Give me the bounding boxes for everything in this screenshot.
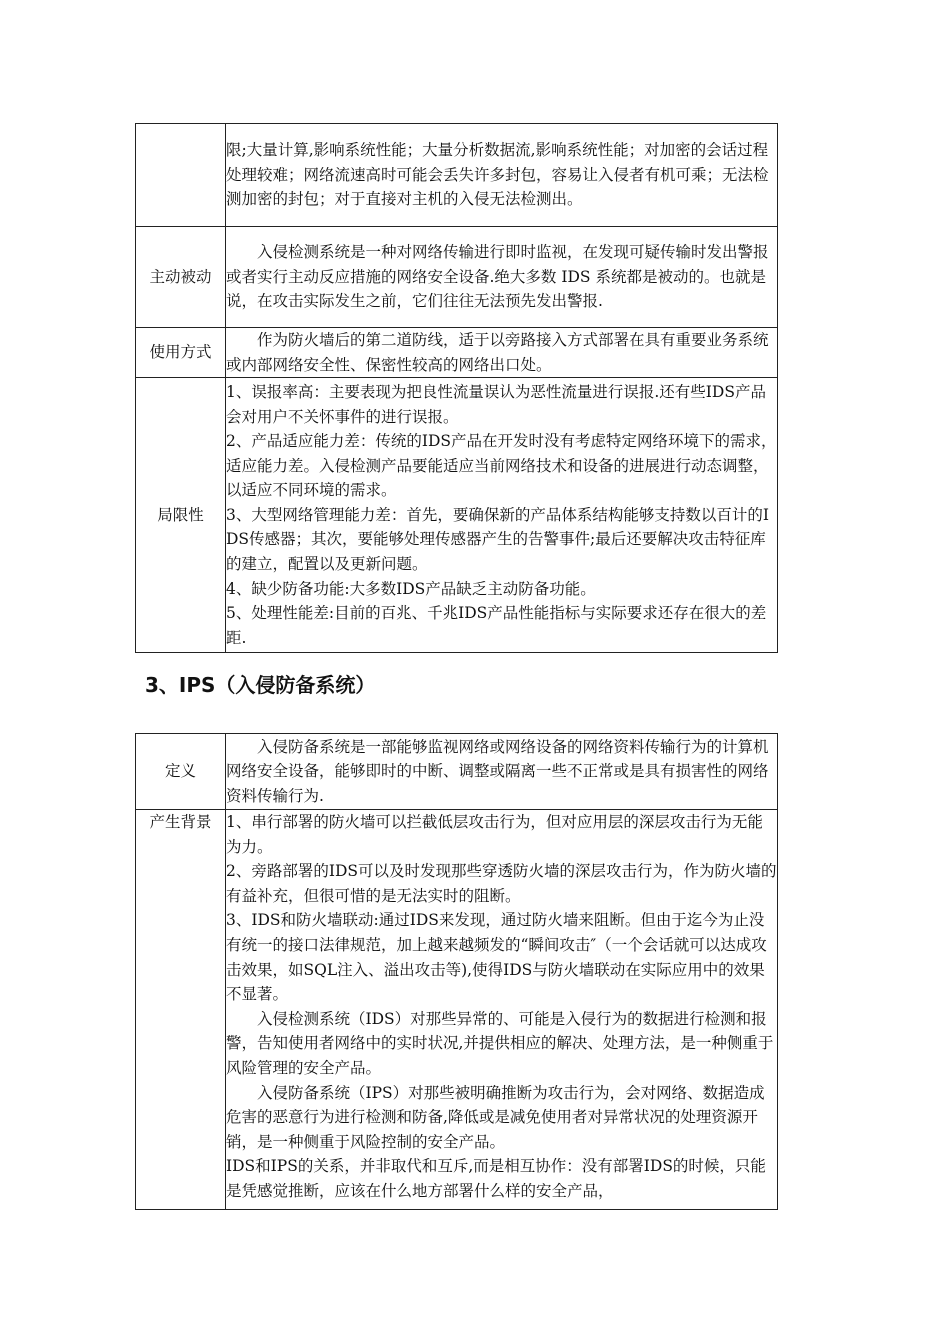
table-row (136, 810, 778, 1210)
table-row (136, 227, 778, 328)
table-row (136, 328, 778, 378)
paragraph: 入侵检测系统（IDS）对那些异常的、可能是入侵行为的数据进行检测和报警，告知使用者网络中的实时状况,并提供相应的解决、处理方法，是一种侧重于风险管理的安全产品。 (226, 1009, 774, 1077)
paragraph: 入侵检测系统是一种对网络传输进行即时监视，在发现可疑传输时发出警报或者实行主动反应措施的网络安全设备.绝大多数 IDS 系统都是被动的。也就是说，在攻击实际发生之前，它们往往无法预先发出警报. (226, 243, 769, 311)
paragraph: 入侵防备系统（IPS）对那些被明确推断为攻击行为，会对网络、数据造成危害的恶意行为进行检测和防备,降低或是减免使用者对异常状况的处理资源开销，是一种侧重于风险控制的安全产品。 (226, 1083, 765, 1151)
paragraph: 限;大量计算,影响系统性能；大量分析数据流,影响系统性能；对加密的会话过程处理较难；网络流速高时可能会丢失许多封包，容易让入侵者有机可乘；无法检测加密的封包；对于直接对主机的入侵无法检测出。 (226, 141, 769, 209)
row-content (226, 328, 778, 378)
paragraph: 4、缺少防备功能:大多数IDS产品缺乏主动防备功能。 (226, 579, 596, 598)
row-content (226, 227, 778, 328)
paragraph: IDS和IPS的关系，并非取代和互斥,而是相互协作：没有部署IDS的时候，只能是凭感觉推断，应该在什么地方部署什么样的安全产品， (226, 1157, 766, 1200)
paragraph: 1、误报率高：主要表现为把良性流量误认为恶性流量进行误报.还有些IDS产品会对用户不关怀事件的进行误报。 (226, 382, 766, 426)
row-label (136, 124, 226, 227)
row-content (226, 734, 778, 810)
paragraph: 1、串行部署的防火墙可以拦截低层攻击行为，但对应用层的深层攻击行为无能为力。 (226, 813, 763, 856)
paragraph: 2、旁路部署的IDS可以及时发现那些穿透防火墙的深层攻击行为，作为防火墙的有益补充，但很可惜的是无法实时的阻断。 (226, 862, 777, 905)
row-label: 局限性 (136, 378, 226, 653)
row-label: 产生背景 (136, 810, 226, 1210)
paragraph: 3、IDS和防火墙联动:通过IDS来发现，通过防火墙来阻断。但由于迄今为止没有统一的接口法律规范，加上越来越频发的“瞬间攻击″（一个会话就可以达成攻击效果，如SQL注入、溢出攻击等),使得IDS与防火墙联动在实际应用中的效果不显著。 (226, 911, 767, 1004)
section-heading: 3、IPS（入侵防备系统） (145, 673, 376, 697)
paragraph: 5、处理性能差:目前的百兆、千兆IDS产品性能指标与实际要求还存在很大的差距. (226, 604, 767, 647)
table-row (136, 378, 778, 653)
ips-table (135, 733, 778, 1210)
row-content (226, 124, 778, 227)
table-row (136, 734, 778, 810)
table-row (136, 124, 778, 227)
paragraph: 作为防火墙后的第二道防线，适于以旁路接入方式部署在具有重要业务系统或内部网络安全性、保密性较高的网络出口处。 (226, 331, 769, 374)
paragraph: 2、产品适应能力差：传统的IDS产品在开发时没有考虑特定网络环境下的需求，适应能力差。入侵检测产品要能适应当前网络技术和设备的进展进行动态调整，以适应不同环境的需求。 (226, 432, 777, 500)
row-label: 使用方式 (136, 328, 226, 378)
paragraph: 3、大型网络管理能力差：首先，要确保新的产品体系结构能够支持数以百计的IDS传感器；其次，要能够处理传感器产生的告警事件;最后还要解决攻击特征库的建立，配置以及更新问题。 (226, 505, 769, 574)
row-content (226, 810, 778, 1210)
ids-table (135, 123, 778, 653)
row-label: 主动被动 (136, 227, 226, 328)
row-content (226, 378, 778, 653)
paragraph: 入侵防备系统是一部能够监视网络或网络设备的网络资料传输行为的计算机网络安全设备，能够即时的中断、调整或隔离一些不正常或是具有损害性的网络资料传输行为. (226, 737, 769, 805)
row-label: 定义 (136, 734, 226, 810)
